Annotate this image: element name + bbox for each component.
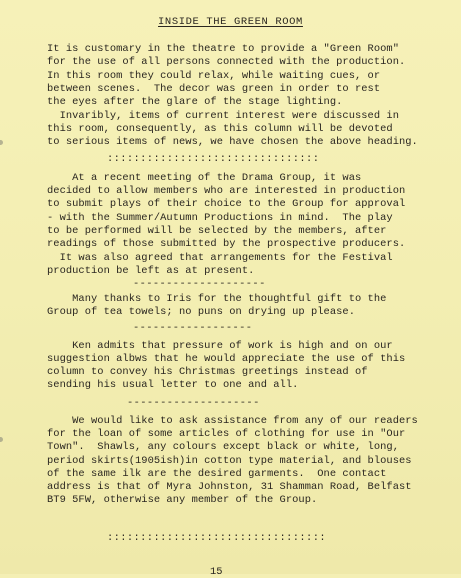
- colon-separator: :::::::::::::::::::::::::::::::::: [107, 532, 326, 544]
- colon-separator: ::::::::::::::::::::::::::::::::: [107, 153, 320, 165]
- text-line: address is that of Myra Johnston, 31 Shamman Road, Belfast: [47, 481, 412, 493]
- text-line: Invaribly, items of current interest were discussed in: [47, 110, 399, 122]
- dash-separator: --------------------: [127, 397, 260, 409]
- text-line: It is customary in the theatre to provide a "Green Room": [47, 43, 399, 55]
- text-line: sending his usual letter to one and all.: [47, 379, 299, 391]
- text-line: this room, consequently, as this column will be devoted: [47, 123, 393, 135]
- text-line: of the same ilk are the desired garments. One contact: [47, 468, 387, 480]
- text-line: for the use of all persons connected with the production.: [47, 56, 406, 68]
- page-title: INSIDE THE GREEN ROOM: [158, 16, 303, 28]
- text-line: decided to allow members who are interested in production: [47, 185, 406, 197]
- text-line: We would like to ask assistance from any of our readers: [47, 415, 418, 427]
- text-line: for the loan of some articles of clothing for use in "Our: [47, 428, 406, 440]
- punch-hole-mark: [0, 437, 3, 442]
- dash-separator: ------------------: [133, 322, 253, 334]
- text-line: production be left as at present.: [47, 265, 255, 277]
- page-number: 15: [210, 566, 223, 578]
- text-line: to be performed will be selected by the members, after: [47, 225, 387, 237]
- text-line: Group of tea towels; no puns on drying up please.: [47, 306, 355, 318]
- text-line: It was also agreed that arrangements for the Festival: [47, 252, 393, 264]
- text-line: Town". Shawls, any colours except black or white, long,: [47, 441, 399, 453]
- text-line: suggestion albws that he would appreciate the use of this: [47, 353, 406, 365]
- text-line: At a recent meeting of the Drama Group, it was: [47, 172, 362, 184]
- text-line: the eyes after the glare of the stage lighting.: [47, 96, 343, 108]
- dash-separator: --------------------: [133, 278, 266, 290]
- text-line: between scenes. The decor was green in order to rest: [47, 83, 381, 95]
- text-line: column to convey his Christmas greetings instead of: [47, 366, 368, 378]
- text-line: BT9 5FW, otherwise any member of the Group.: [47, 494, 318, 506]
- punch-hole-mark: [0, 140, 3, 145]
- text-line: period skirts(1905ish)in cotton type material, and blouses: [47, 455, 412, 467]
- text-line: to serious items of news, we have chosen the above heading.: [47, 136, 418, 148]
- text-line: Many thanks to Iris for the thoughtful gift to the: [47, 293, 387, 305]
- text-line: Ken admits that pressure of work is high and on our: [47, 340, 393, 352]
- text-line: - with the Summer/Autumn Productions in mind. The play: [47, 212, 393, 224]
- text-line: readings of those submitted by the prospective producers.: [47, 238, 406, 250]
- text-line: In this room they could relax, while waiting cues, or: [47, 70, 381, 82]
- text-line: to submit plays of their choice to the Group for approval: [47, 198, 406, 210]
